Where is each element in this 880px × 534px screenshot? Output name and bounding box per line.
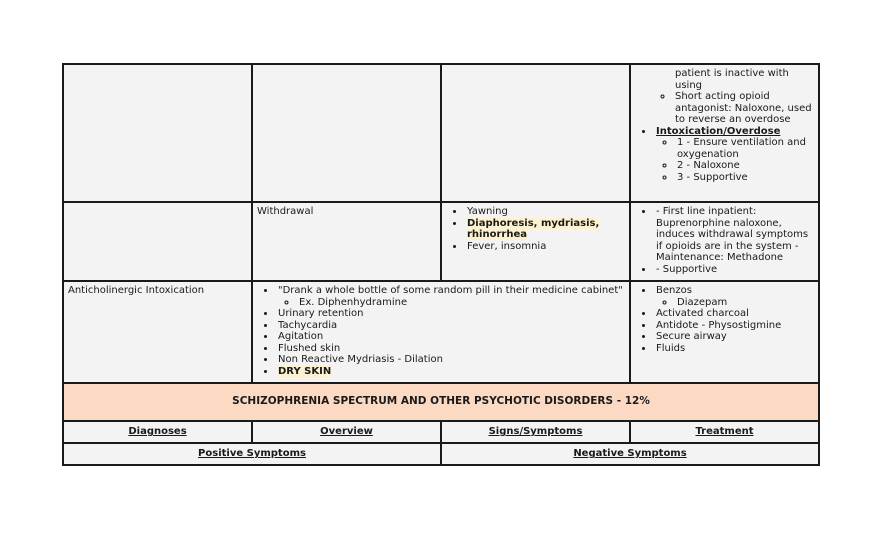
diagnosis-cell bbox=[63, 281, 252, 383]
diagnosis-cell bbox=[63, 202, 252, 281]
list-item: • - First line inpatient: Buprenorphine naloxone, induces withdrawal symptoms if opioids are in the system - Maintenance: Methadone bbox=[654, 206, 814, 264]
list-item bbox=[276, 366, 625, 378]
symptoms-list bbox=[446, 206, 625, 252]
quote-text: "Drank a whole bottle of some random pill in their medicine cabinet" bbox=[278, 285, 623, 296]
treatment-sub-list bbox=[635, 68, 814, 126]
header-row bbox=[63, 421, 819, 443]
list-item: • Activated charcoal bbox=[654, 308, 814, 320]
table-row bbox=[63, 64, 819, 202]
treatment-cell bbox=[630, 202, 819, 281]
list-item bbox=[654, 126, 814, 184]
list-item: ◦ Ex. Diphenhydramine bbox=[297, 297, 625, 309]
list-item: patient is inactive with using bbox=[675, 68, 789, 91]
list-item: • Fever, insomnia bbox=[465, 241, 625, 253]
overview-text: Withdrawal bbox=[257, 206, 314, 217]
list-item: ◦ 1 - Ensure ventilation and oxygenation bbox=[675, 137, 814, 160]
table-row bbox=[63, 281, 819, 383]
header-diagnoses: Diagnoses bbox=[63, 421, 252, 443]
list-item: • Tachycardia bbox=[276, 320, 625, 332]
list-item: ◦ 3 - Supportive bbox=[675, 172, 814, 184]
intoxication-label: Intoxication/Overdose bbox=[656, 125, 781, 137]
list-item: • - Supportive bbox=[654, 264, 814, 276]
list-item bbox=[465, 218, 625, 241]
header-overview: Overview bbox=[252, 421, 441, 443]
list-item: ◦ Short acting opioid antagonist: Naloxone, used to reverse an overdose bbox=[673, 91, 814, 126]
highlighted-text: Diaphoresis, mydriasis, rhinorrhea bbox=[467, 217, 600, 240]
clinical-table bbox=[62, 63, 820, 466]
list-item: ◦ Diazepam bbox=[675, 297, 814, 309]
list-item: • Agitation bbox=[276, 331, 625, 343]
list-item: • Antidote - Physostigmine bbox=[654, 320, 814, 332]
symptoms-cell bbox=[441, 64, 630, 202]
intoxication-sub-list bbox=[656, 137, 814, 183]
treatment-sub-list bbox=[656, 297, 814, 309]
list-item bbox=[654, 285, 814, 308]
header-positive-symptoms: Positive Symptoms bbox=[63, 443, 441, 465]
list-item: • Non Reactive Mydriasis - Dilation bbox=[276, 354, 625, 366]
table-row bbox=[63, 202, 819, 281]
list-item bbox=[276, 285, 625, 308]
overview-cell bbox=[252, 64, 441, 202]
treatment-list bbox=[635, 206, 814, 275]
list-item-text: Benzos bbox=[656, 285, 692, 296]
treatment-cell bbox=[630, 64, 819, 202]
list-item: ◦ 2 - Naloxone bbox=[675, 160, 814, 172]
section-title: SCHIZOPHRENIA SPECTRUM AND OTHER PSYCHOTIC DISORDERS - 12% bbox=[63, 383, 819, 421]
diagnosis-cell bbox=[63, 64, 252, 202]
quote-sub-list bbox=[278, 297, 625, 309]
diagnosis-text: Anticholinergic Intoxication bbox=[68, 285, 205, 296]
list-item: • Urinary retention bbox=[276, 308, 625, 320]
subheader-row bbox=[63, 443, 819, 465]
overview-cell bbox=[252, 202, 441, 281]
section-row bbox=[63, 383, 819, 421]
treatment-list bbox=[635, 126, 814, 184]
list-item: • Yawning bbox=[465, 206, 625, 218]
treatment-cell bbox=[630, 281, 819, 383]
header-treatment: Treatment bbox=[630, 421, 819, 443]
treatment-list bbox=[635, 285, 814, 354]
list-item: • Secure airway bbox=[654, 331, 814, 343]
highlighted-text: DRY SKIN bbox=[278, 365, 332, 377]
list-item: • Fluids bbox=[654, 343, 814, 355]
list-item: • Flushed skin bbox=[276, 343, 625, 355]
header-signs-symptoms: Signs/Symptoms bbox=[441, 421, 630, 443]
symptoms-cell bbox=[441, 202, 630, 281]
symptoms-cell bbox=[252, 281, 630, 383]
symptoms-list bbox=[257, 285, 625, 377]
header-negative-symptoms: Negative Symptoms bbox=[441, 443, 819, 465]
